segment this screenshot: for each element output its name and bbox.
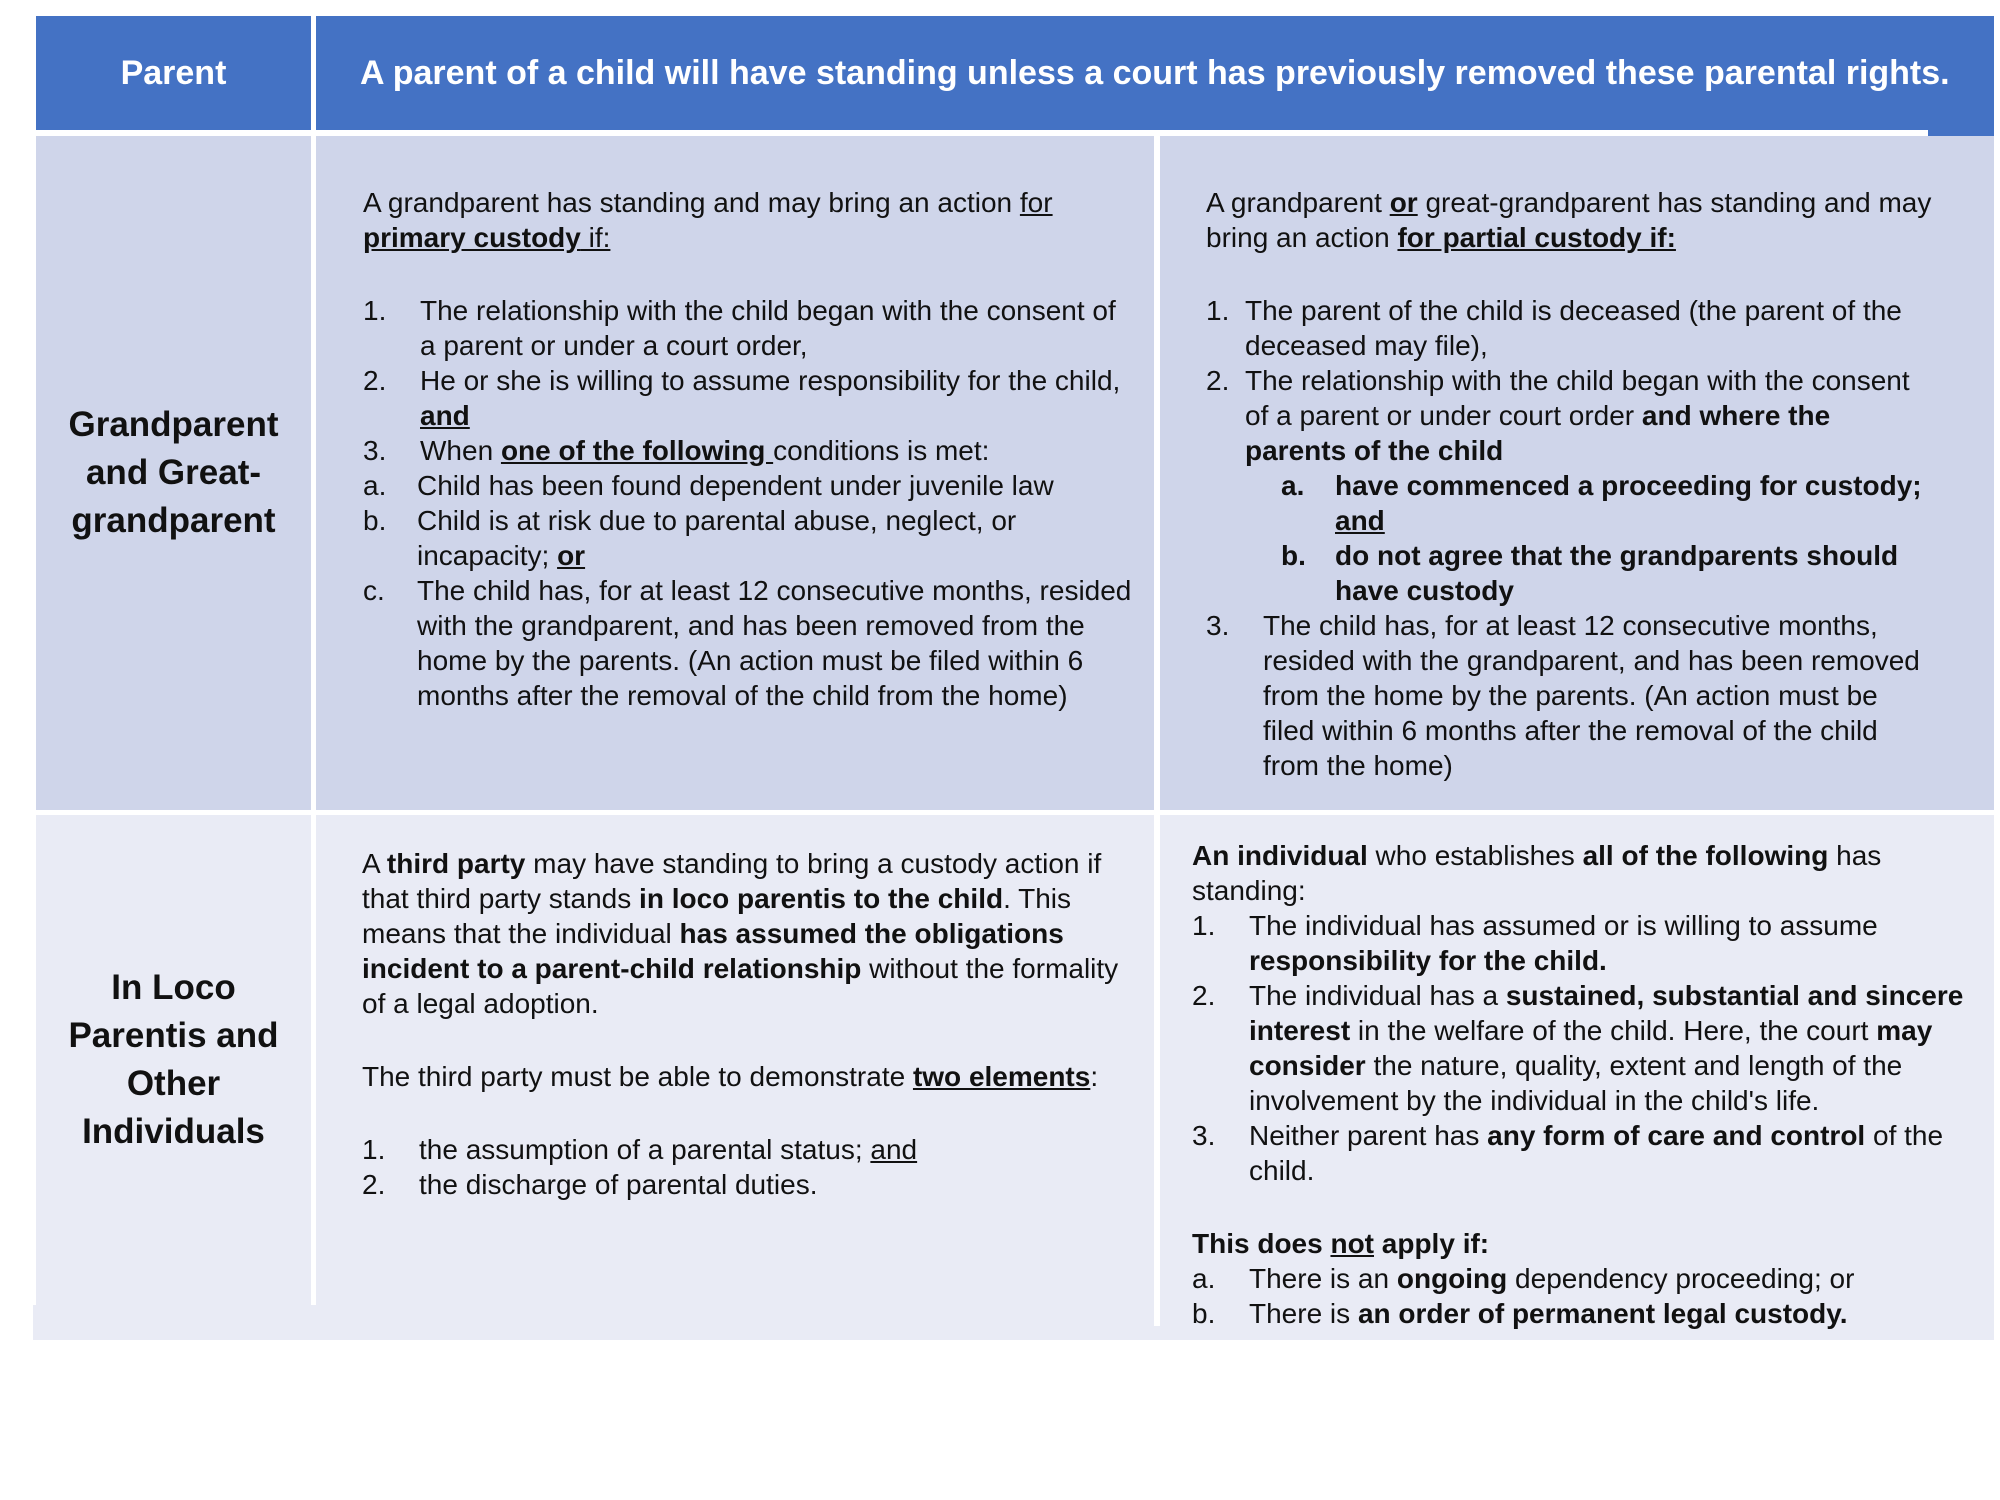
list-item: 1. The parent of the child is deceased (the parent of the deceased may file), — [1206, 295, 1902, 361]
column-divider-2 — [1154, 136, 1160, 1326]
individual-text — [1192, 838, 1967, 1331]
list-item: 1. the assumption of a parental status; and — [362, 1134, 918, 1165]
exceptions-heading: This does not apply if: — [1192, 1228, 1490, 1259]
list-item: 2. the discharge of parental duties. — [362, 1169, 818, 1200]
individual-intro: An individual who establishes all of the following has standing: — [1192, 840, 1882, 906]
sub-list-item: b. Child is at risk due to parental abuse, neglect, or incapacity; or — [363, 505, 1017, 571]
list-item: 1. The individual has assumed or is willing to assume responsibility for the child. — [1192, 910, 1878, 976]
column-divider-1 — [311, 136, 316, 1305]
list-item: 2. He or she is willing to assume responsibility for the child, and — [363, 365, 1121, 431]
list-item: 3. Neither parent has any form of care and control of the child. — [1192, 1120, 1944, 1186]
third-party-definition: A third party may have standing to bring a custody action if that third party stands in loco parentis to the child. This means that the individual has assumed the obligations incident to a parent-child relationship without the formality of a legal adoption. — [362, 848, 1119, 1019]
row-divider — [36, 810, 1928, 815]
header-label: Parent — [120, 53, 227, 92]
primary-intro: A grandparent has standing and may bring an action for primary custody if: — [363, 187, 1053, 253]
primary-custody-text — [363, 185, 1133, 713]
header-text: A parent of a child will have standing unless a court has previously removed these parental rights. — [360, 53, 1950, 92]
list-item: 2. The individual has a sustained, substantial and sincere interest in the welfare of the child. Here, the court may consider the nature, quality, extent and length of the involvement by the individual in the child's life. — [1192, 980, 1964, 1116]
list-item: 1. The relationship with the child began with the consent of a parent or under a court order, — [363, 295, 1116, 361]
partial-custody-text — [1206, 185, 1936, 783]
row1-label: Grandparent and Great- grandparent — [68, 405, 279, 540]
list-item: 2. The relationship with the child began with the consent of a parent or under court order and where the parents of the child — [1206, 365, 1910, 466]
sub-list-item: a. Child has been found dependent under juvenile law — [363, 470, 1054, 501]
exception-item: b. There is an order of permanent legal custody. — [1192, 1298, 1848, 1329]
row2-label: In Loco Parentis and Other Individuals — [68, 968, 279, 1151]
sub-list-item: b. do not agree that the grandparents should have custody — [1281, 540, 1899, 606]
list-item: 3. The child has, for at least 12 consecutive months, resided with the grandparent, and has been removed from the home by the parents. (An action must be filed within 6 months after the removal of the child from the home) — [1206, 610, 1920, 781]
third-party-elements-intro: The third party must be able to demonstrate two elements: — [362, 1061, 1099, 1092]
third-party-text — [362, 846, 1132, 1202]
exception-item: a. There is an ongoing dependency proceeding; or — [1192, 1263, 1855, 1294]
partial-intro: A grandparent or great-grandparent has standing and may bring an action for partial custody if: — [1206, 187, 1932, 253]
sub-list-item: a. have commenced a proceeding for custody; and — [1281, 470, 1922, 536]
sub-list-item: c. The child has, for at least 12 consecutive months, resided with the grandparent, and has been removed from the home by the parents. (An action must be filed within 6 months after the removal of the child from the home) — [363, 575, 1132, 711]
list-item: 3. When one of the following conditions is met: — [363, 435, 990, 466]
